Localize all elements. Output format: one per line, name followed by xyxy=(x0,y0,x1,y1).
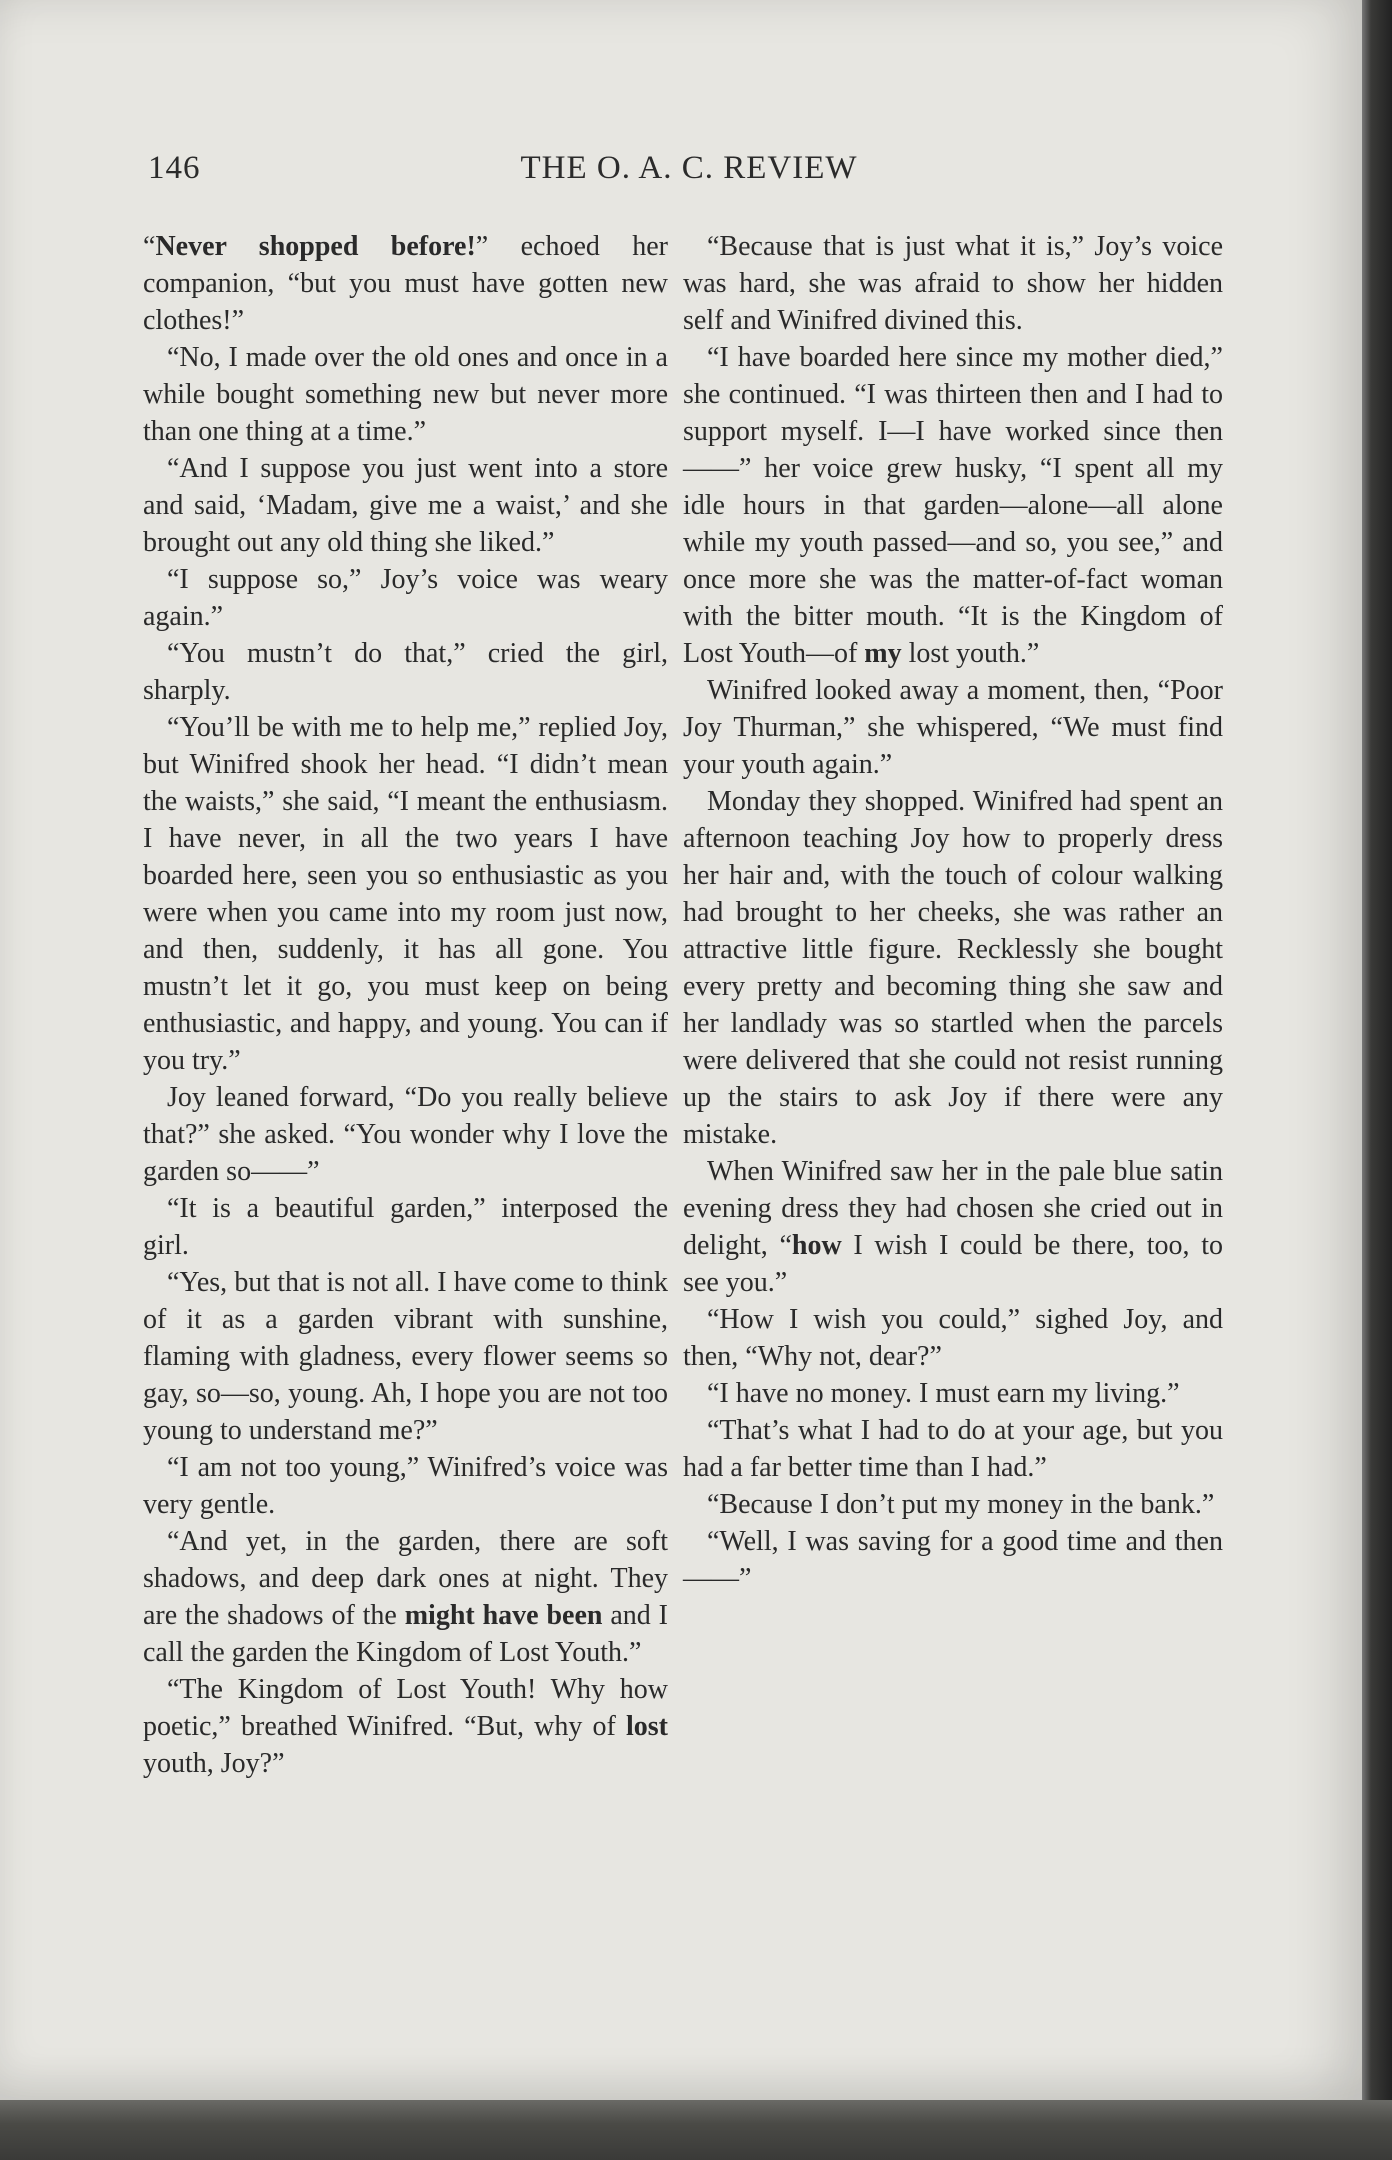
paragraph: “That’s what I had to do at your age, but you had a far better time than I had.” xyxy=(683,1415,1223,1483)
paragraph: “Because I don’t put my money in the bank.” xyxy=(707,1489,1215,1520)
paragraph: “You’ll be with me to help me,” replied Joy, but Winifred shook her head. “I didn’t mean the waists,” she said, “I meant the enthusiasm. I have never, in all the two years I have boarded here, seen you so enthusiastic as you were when you came into my room just now, and then, suddenly, it has all gone. You mustn’t let it go, you must keep on being enthusiastic, and happy, and young. You can if you try.” xyxy=(143,712,668,1076)
paragraph: “And I suppose you just went into a store and said, ‘Madam, give me a waist,’ and she brought out any old thing she liked.” xyxy=(143,453,668,558)
paragraph: Winifred looked away a moment, then, “Poor Joy Thurman,” she whispered, “We must find your youth again.” xyxy=(683,675,1223,780)
paragraph: “Never shopped before!” echoed her companion, “but you must have gotten new clothes!” xyxy=(143,231,669,336)
paragraph: Monday they shopped. Winifred had spent an afternoon teaching Joy how to properly dress her hair and, with the touch of colour walking had brought to her cheeks, she was rather an attractive little figure. Recklessly she bought every pretty and becoming thing she saw and her landlady was so startled when the parcels were delivered that she could not resist running up the stairs to ask Joy if there were any mistake. xyxy=(683,786,1223,1150)
paragraph: “It is a beautiful garden,” interposed the girl. xyxy=(143,1193,668,1261)
paragraph: “I have boarded here since my mother died,” she continued. “I was thirteen then and I had to support myself. I—I have worked since then——” her voice grew husky, “I spent all my idle hours in that garden—alone—all alone while my youth passed—and so, you see,” and once more she was the matter-of-fact woman with the bitter mouth. “It is the Kingdom of Lost Youth—of my lost youth.” xyxy=(683,342,1223,669)
paragraph: Joy leaned forward, “Do you really believe that?” she asked. “You wonder why I love the garden so——” xyxy=(143,1082,668,1187)
running-head: THE O. A. C. REVIEW xyxy=(520,150,858,186)
paragraph: “No, I made over the old ones and once in a while bought something new but never more than one thing at a time.” xyxy=(143,342,668,447)
paragraph: “How I wish you could,” sighed Joy, and then, “Why not, dear?” xyxy=(683,1304,1223,1372)
page-header xyxy=(148,150,1230,200)
scan-bottom-edge xyxy=(0,2100,1392,2160)
paragraph: When Winifred saw her in the pale blue satin evening dress they had chosen she cried out in delight, “how I wish I could be there, too, to see you.” xyxy=(683,1156,1223,1298)
paragraph: “I am not too young,” Winifred’s voice was very gentle. xyxy=(143,1452,668,1520)
paragraph: “I suppose so,” Joy’s voice was weary again.” xyxy=(143,564,668,632)
left-column xyxy=(143,228,668,1782)
paragraph: “The Kingdom of Lost Youth! Why how poetic,” breathed Winifred. “But, why of lost youth, Joy?” xyxy=(143,1674,668,1779)
paragraph: “Because that is just what it is,” Joy’s voice was hard, she was afraid to show her hidden self and Winifred divined this. xyxy=(683,231,1223,336)
paragraph: “You mustn’t do that,” cried the girl, sharply. xyxy=(143,638,668,706)
page-number: 146 xyxy=(148,150,201,186)
paragraph: “And yet, in the garden, there are soft shadows, and deep dark ones at night. They are the shadows of the might have been and I call the garden the Kingdom of Lost Youth.” xyxy=(143,1526,668,1668)
paragraph: “Well, I was saving for a good time and then——” xyxy=(683,1526,1223,1594)
paragraph: “Yes, but that is not all. I have come to think of it as a garden vibrant with sunshine, flaming with gladness, every flower seems so gay, so—so, young. Ah, I hope you are not too young to understand me?” xyxy=(143,1267,668,1446)
right-column xyxy=(683,228,1223,1597)
paragraph: “I have no money. I must earn my living.” xyxy=(707,1378,1180,1409)
binding-edge xyxy=(1362,0,1392,2160)
